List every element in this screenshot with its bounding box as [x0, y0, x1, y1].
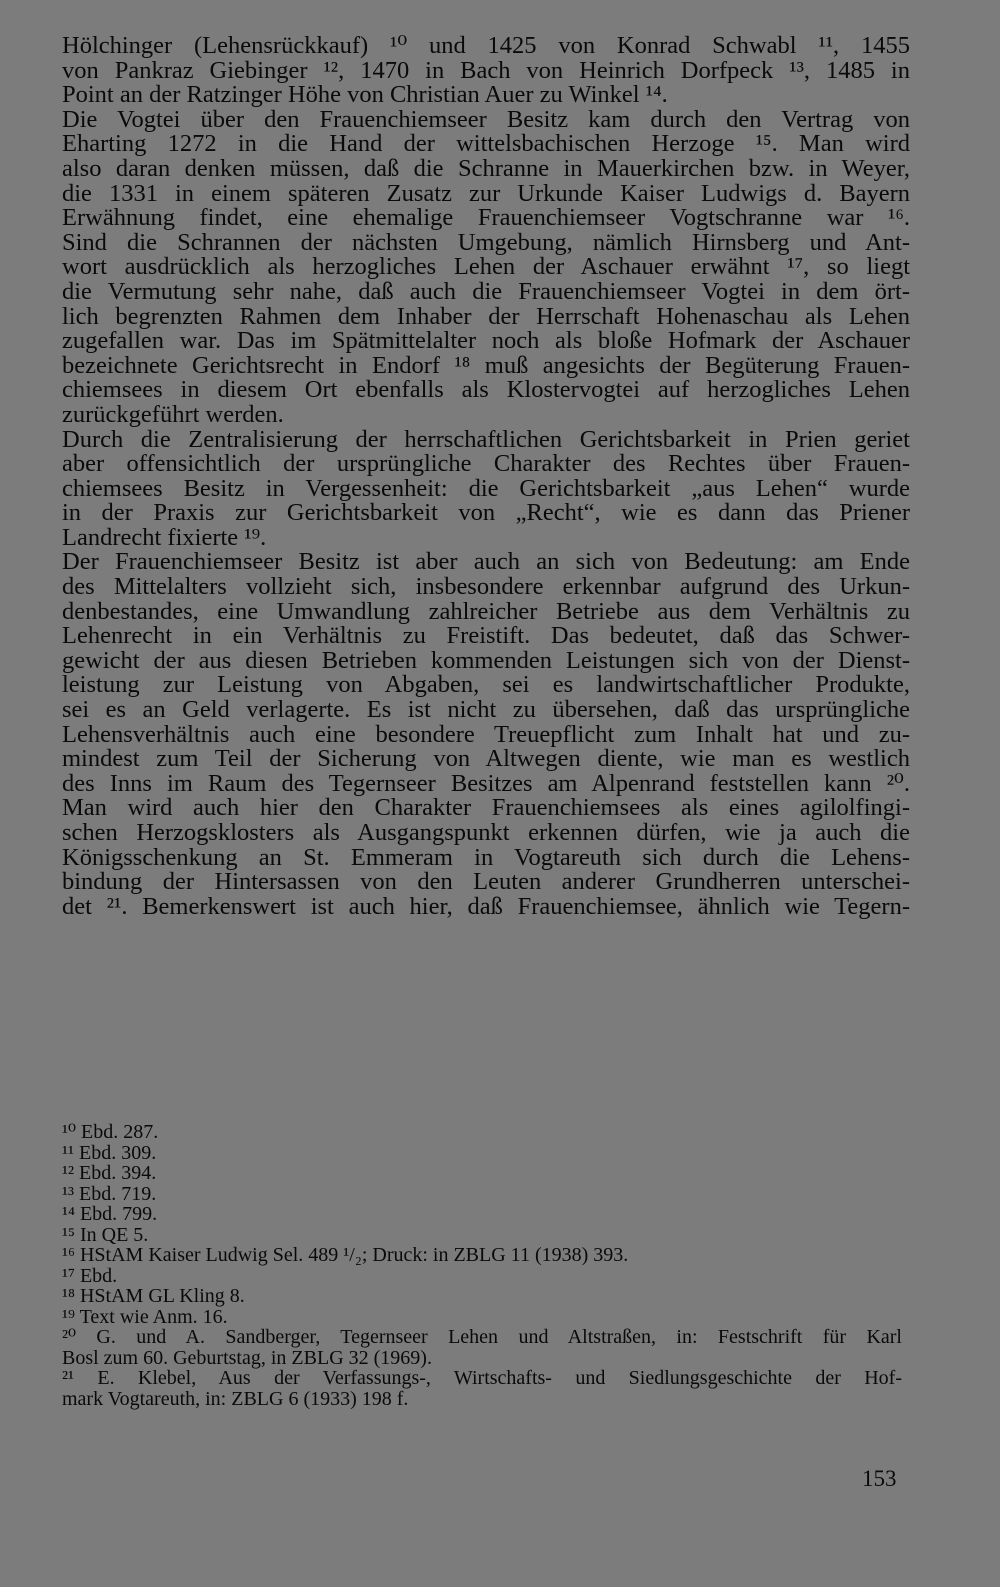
footnote-line: ¹⁴ Ebd. 799.	[62, 1203, 158, 1225]
footnote-line: ¹³ Ebd. 719.	[62, 1182, 157, 1205]
body-line: also daran denken müssen, daß die Schranne in Mauerkirchen bzw. in Weyer,	[62, 154, 910, 182]
body-line: zurückgeführt werden.	[62, 400, 284, 428]
footnote-line: ¹⁵ In QE 5.	[62, 1223, 149, 1246]
body-line: Durch die Zentralisierung der herrschaftlichen Gerichtsbarkeit in Prien geriet	[62, 425, 910, 453]
footnote-line: ¹⁹ Text wie Anm. 16.	[62, 1305, 228, 1328]
footnote-line: ²⁰ G. und A. Sandberger, Tegernseer Lehen und Altstraßen, in: Festschrift für Karl	[62, 1326, 902, 1348]
footnote-line: ¹¹ Ebd. 309.	[62, 1141, 157, 1164]
body-line: wort ausdrücklich als herzogliches Lehen der Aschauer erwähnt ¹⁷, so liegt	[62, 253, 910, 281]
footnote-line: Bosl zum 60. Geburtstag, in ZBLG 32 (1969).	[62, 1346, 432, 1369]
body-line: des Mittelalters vollzieht sich, insbesondere erkennbar aufgrund des Urkun-	[62, 573, 910, 601]
footnote-line: ¹⁸ HStAM GL Kling 8.	[62, 1285, 245, 1307]
body-line: aber offensichtlich der ursprüngliche Charakter des Rechtes über Frauen-	[62, 450, 910, 478]
body-line: mindest zum Teil der Sicherung von Altwegen diente, wie man es westlich	[62, 745, 910, 773]
footnote-line: ¹² Ebd. 394.	[62, 1162, 157, 1184]
body-line: Point an der Ratzinger Höhe von Christian Auer zu Winkel ¹⁴.	[62, 81, 668, 109]
body-line: Landrecht fixierte ¹⁹.	[62, 523, 267, 551]
body-line: Hölchinger (Lehensrückkauf) ¹⁰ und 1425 von Konrad Schwabl ¹¹, 1455	[62, 32, 910, 59]
body-line: schen Herzogsklosters als Ausgangspunkt erkennen dürfen, wie ja auch die	[62, 819, 910, 846]
body-line: leistung zur Leistung von Abgaben, sei es landwirtschaftlicher Produkte,	[62, 671, 910, 699]
body-line: Der Frauenchiemseer Besitz ist aber auch an sich von Bedeutung: am Ende	[62, 548, 910, 576]
body-line: bezeichnete Gerichtsrecht in Endorf ¹⁸ muß angesichts der Begüterung Frauen-	[62, 351, 910, 379]
body-line: des Inns im Raum des Tegernseer Besitzes am Alpenrand feststellen kann ²⁰.	[62, 769, 910, 797]
footnote-line: ¹⁷ Ebd.	[62, 1264, 118, 1287]
footnote-line: ¹⁶ HStAM Kaiser Ludwig Sel. 489 ¹/₂; Druck: in ZBLG 11 (1938) 393.	[62, 1244, 629, 1266]
footnote-line: mark Vogtareuth, in: ZBLG 6 (1933) 198 f.	[62, 1387, 409, 1410]
body-line: bindung der Hintersassen von den Leuten anderer Grundherren unterschei-	[62, 868, 910, 896]
body-line: sei es an Geld verlagerte. Es ist nicht zu übersehen, daß das ursprüngliche	[62, 696, 910, 724]
body-line: Eharting 1272 in die Hand der wittelsbachischen Herzoge ¹⁵. Man wird	[62, 130, 910, 158]
body-line: Königsschenkung an St. Emmeram in Vogtareuth sich durch die Lehens-	[62, 843, 910, 871]
body-line: Die Vogtei über den Frauenchiemseer Besitz kam durch den Vertrag von	[62, 105, 910, 133]
body-line: denbestandes, eine Umwandlung zahlreicher Betriebe aus dem Verhältnis zu	[62, 597, 910, 625]
body-line: von Pankraz Giebinger ¹², 1470 in Bach von Heinrich Dorfpeck ¹³, 1485 in	[62, 56, 910, 84]
body-line: die Vermutung sehr nahe, daß auch die Frauenchiemseer Vogtei in dem ört-	[62, 277, 910, 305]
body-line: Man wird auch hier den Charakter Frauenchiemsees als eines agilolfingi-	[62, 794, 910, 822]
body-line: Sind die Schrannen der nächsten Umgebung, nämlich Hirnsberg und Ant-	[62, 228, 910, 256]
body-line: chiemsees Besitz in Vergessenheit: die Gerichtsbarkeit „aus Lehen“ wurde	[62, 474, 910, 502]
footnote-line: ²¹ E. Klebel, Aus der Verfassungs-, Wirtschafts- und Siedlungsgeschichte der Hof-	[62, 1367, 902, 1389]
footnotes	[62, 1122, 902, 1409]
body-line: in der Praxis zur Gerichtsbarkeit von „Recht“, wie es dann das Priener	[62, 499, 910, 527]
body-line: Lehenrecht in ein Verhältnis zu Freistift. Das bedeutet, daß das Schwer-	[62, 622, 910, 650]
body-line: det ²¹. Bemerkenswert ist auch hier, daß Frauenchiemsee, ähnlich wie Tegern-	[62, 892, 910, 920]
footnote-line: ¹⁰ Ebd. 287.	[62, 1121, 159, 1143]
body-line: zugefallen war. Das im Spätmittelalter noch als bloße Hofmark der Aschauer	[62, 327, 910, 355]
body-line: Lehensverhältnis auch eine besondere Treuepflicht zum Inhalt hat und zu-	[62, 720, 910, 748]
body-line: lich begrenzten Rahmen dem Inhaber der Herrschaft Hohenaschau als Lehen	[62, 302, 910, 330]
body-line: gewicht der aus diesen Betrieben kommenden Leistungen sich von der Dienst-	[62, 646, 910, 674]
body-line: die 1331 in einem späteren Zusatz zur Urkunde Kaiser Ludwigs d. Bayern	[62, 179, 910, 207]
body-line: Erwähnung findet, eine ehemalige Frauenchiemseer Vogtschranne war ¹⁶.	[62, 204, 910, 232]
page-number: 153	[862, 1466, 897, 1491]
body-text	[62, 34, 910, 919]
body-line: chiemsees in diesem Ort ebenfalls als Klostervogtei auf herzogliches Lehen	[62, 376, 910, 404]
